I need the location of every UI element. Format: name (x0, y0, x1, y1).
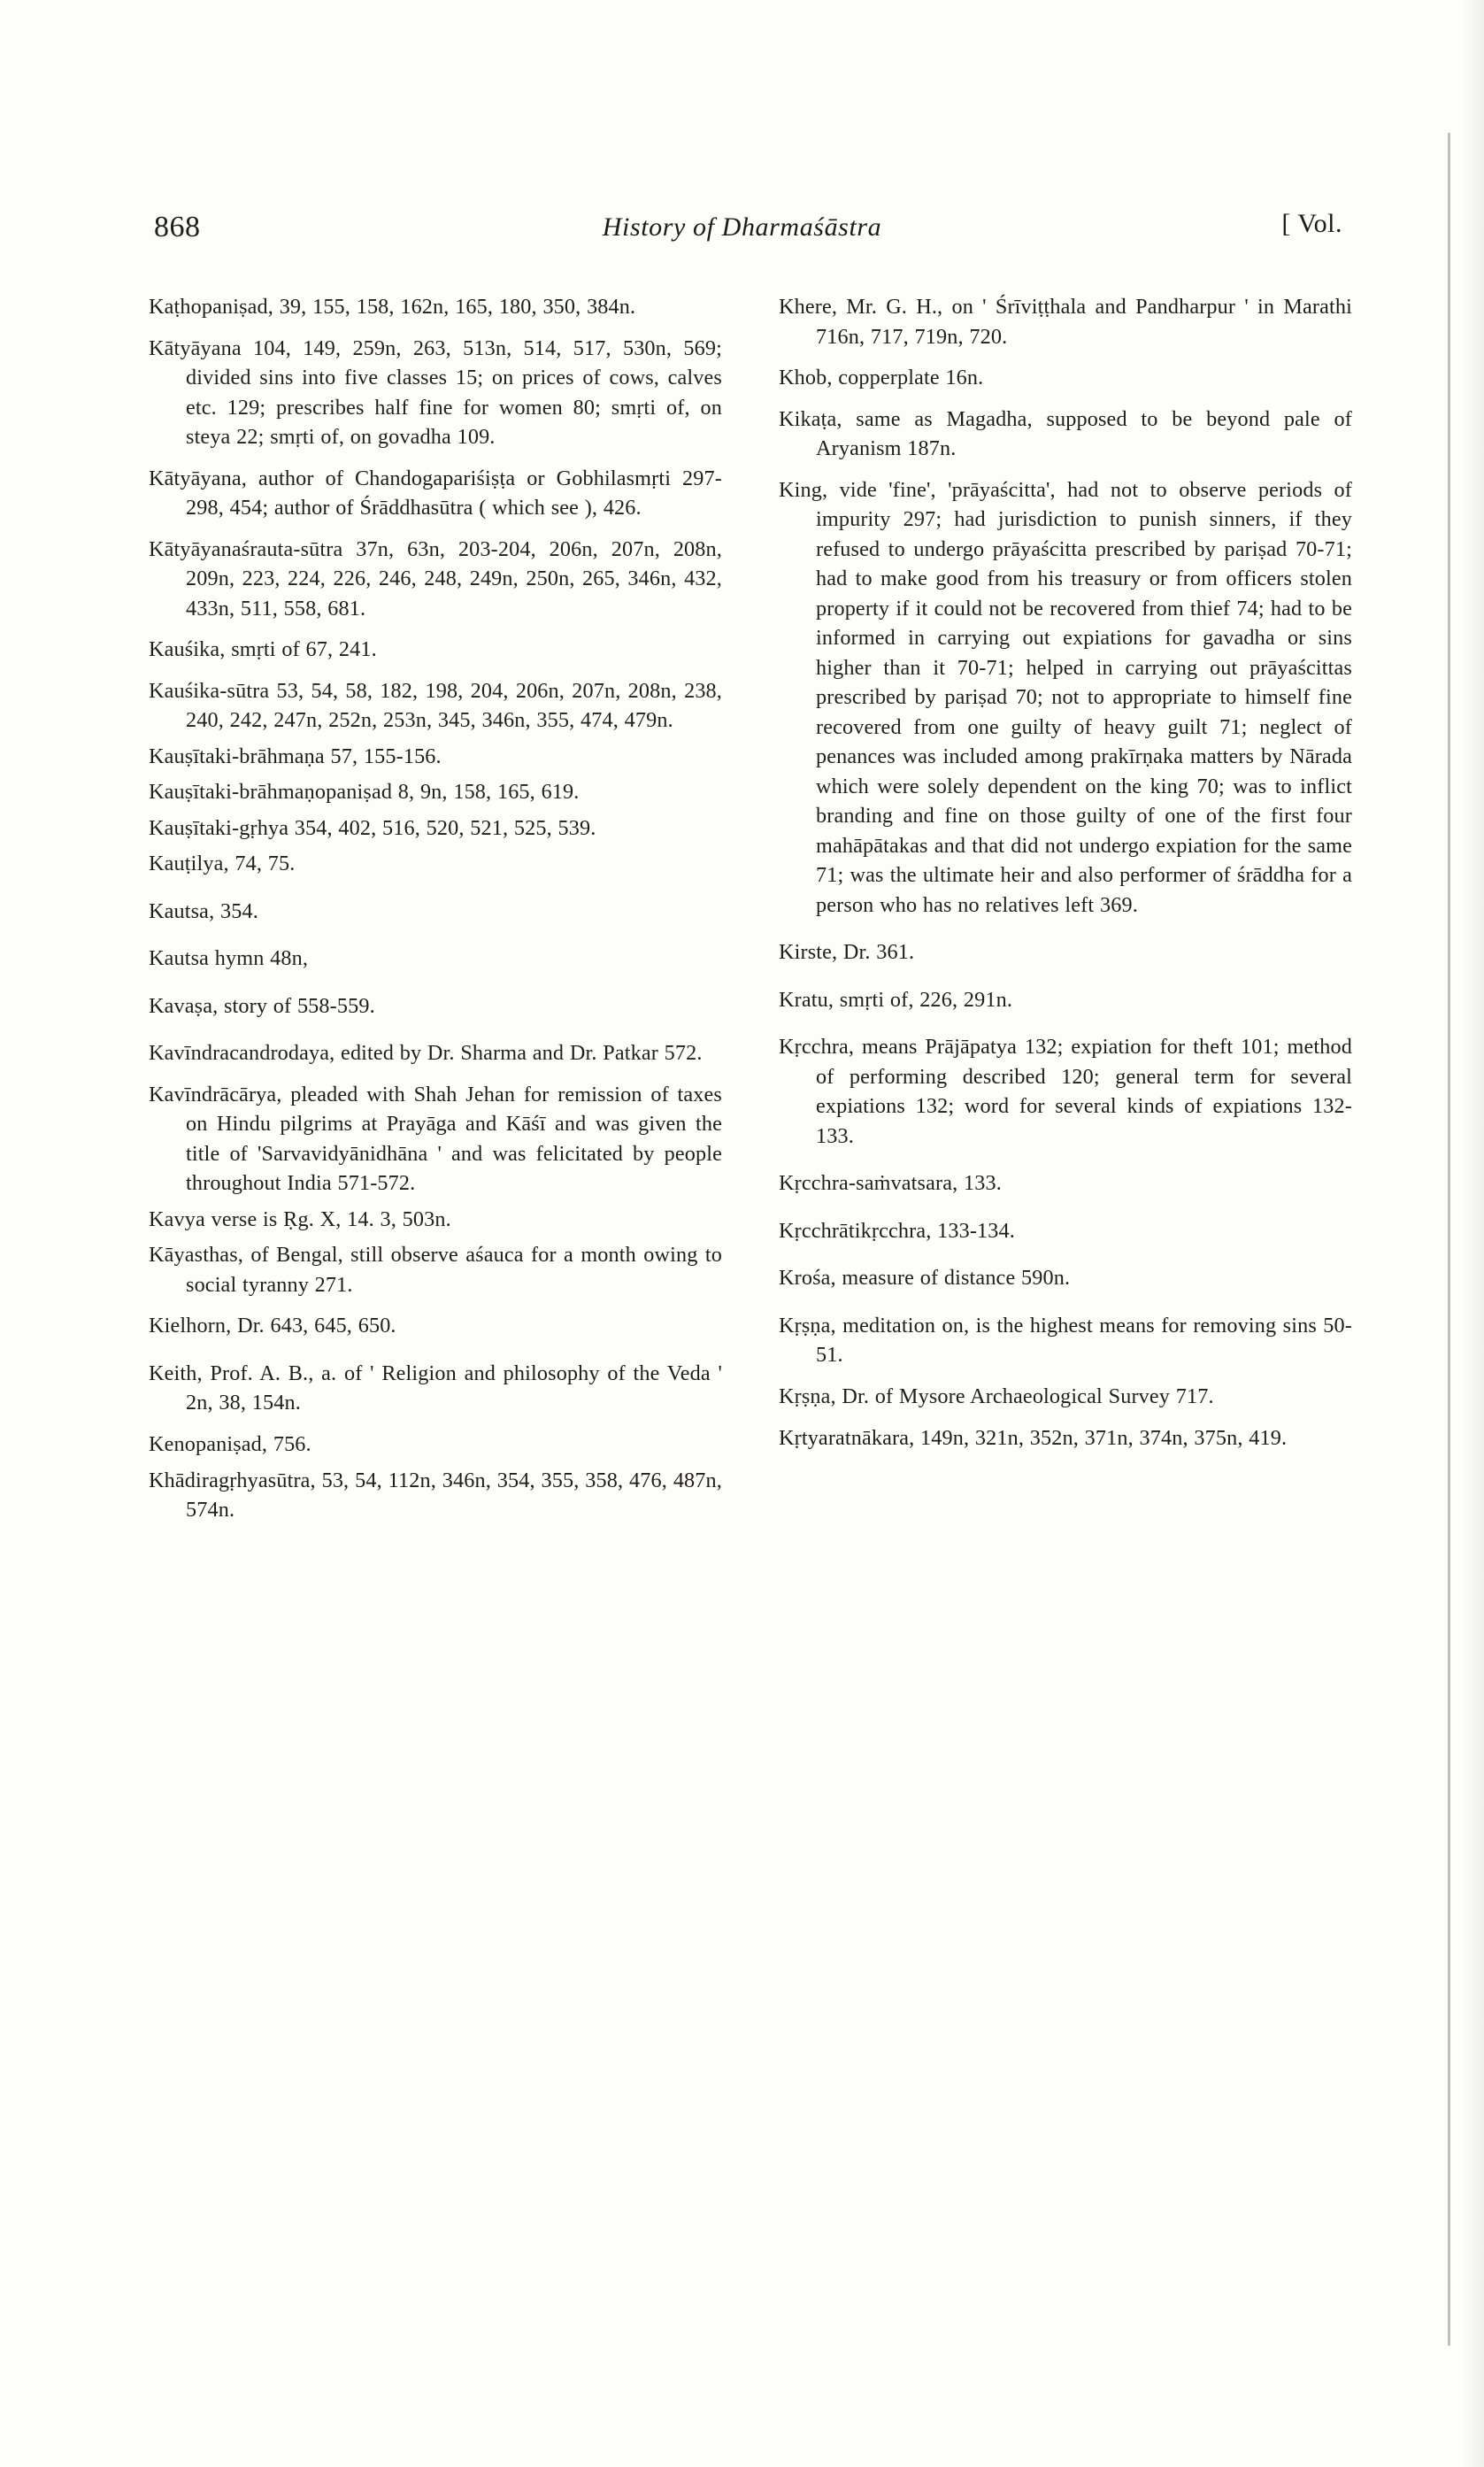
index-entry: Kautsa, 354. (149, 898, 258, 923)
index-entry: Kṛṣṇa, Dr. of Mysore Archaeological Survey 717. (779, 1384, 1214, 1408)
index-entry: Khob, copperplate 16n. (779, 366, 984, 390)
index-entry: Kenopaniṣad, 756. (149, 1431, 311, 1456)
page-number: 868 (154, 211, 201, 243)
index-entry: Kṛṣṇa, meditation on, is the highest means for removing sins 50-51. (779, 1313, 1352, 1368)
index-column-left (149, 292, 722, 1537)
index-entry: Kielhorn, Dr. 643, 645, 650. (149, 1314, 396, 1338)
page-edge-shading (1461, 0, 1484, 2467)
index-entry: Keith, Prof. A. B., a. of ' Religion and philosophy of the Veda ' 2n, 38, 154n. (149, 1361, 722, 1415)
index-entry: Kṛcchra-saṁvatsara, 133. (779, 1171, 1002, 1196)
index-entry: Kātyāyana, author of Chandogapariśiṣṭa or Gobhilasmṛti 297-298, 454; author of Śrāddhasūtra ( which see ), 426. (149, 466, 722, 520)
index-entry: Kātyāyana 104, 149, 259n, 263, 513n, 514, 517, 530n, 569; divided sins into five classes 15; on prices of cows, calves etc. 129; prescribes half fine for women 80; smṛti of, on steya 22; smṛti of, on govadha 109. (149, 335, 722, 450)
page-edge-line (1448, 133, 1450, 2346)
index-entry: Kaṭhopaniṣad, 39, 155, 158, 162n, 165, 180, 350, 384n. (149, 295, 636, 319)
index-entry: Kikaṭa, same as Magadha, supposed to be beyond pale of Aryanism 187n. (779, 406, 1352, 461)
index-entry: Kavīndracandrodaya, edited by Dr. Sharma and Dr. Patkar 572. (149, 1041, 703, 1066)
index-entry: Kauṭilya, 74, 75. (149, 852, 296, 876)
volume-label: [ Vol. (1281, 209, 1342, 238)
index-entry: Kirste, Dr. 361. (779, 940, 915, 965)
index-entry: Kṛtyaratnākara, 149n, 321n, 352n, 371n, 374n, 375n, 419. (779, 1425, 1288, 1450)
index-entry: Krośa, measure of distance 590n. (779, 1266, 1071, 1291)
index-entry: Kauṣītaki-gṛhya 354, 402, 516, 520, 521, 525, 539. (149, 815, 596, 840)
index-entry: Kavīndrācārya, pleaded with Shah Jehan for remission of taxes on Hindu pilgrims at Prayāga and Kāśī and was given the title of 'Sarvavidyānidhāna ' and was felicitated by people throughout India 571-572. (149, 1082, 722, 1196)
index-entry: King, vide 'fine', 'prāyaścitta', had not to observe periods of impurity 297; had jurisdiction to punish sinners, if they refused to undergo prāyaścitta prescribed by pariṣad 70-71; had to make good from his treasury or from officers stolen property if it could not be recovered from thief 74; had to be informed in carrying out expiations for gavadha or sins higher than it 70-71; helped in carrying out prāyaścittas prescribed by pariṣad 70; not to appropriate to himself fine recovered from one guilty of heavy guilt 71; neglect of penances was included among prakīrṇaka matters by Nārada which were solely dependent on the king 70; was to inflict branding and fine on those guilty of one of the first four mahāpātakas and that did not undergo expiation for the same 71; was the ultimate heir and also performer of śrāddha for a person who has no relatives left 369. (779, 477, 1352, 917)
index-entry: Kavya verse is Ṛg. X, 14. 3, 503n. (149, 1207, 451, 1231)
index-entry: Khādiragṛhyasūtra, 53, 54, 112n, 346n, 354, 355, 358, 476, 487n, 574n. (149, 1468, 722, 1523)
index-entry: Kavaṣa, story of 558-559. (149, 993, 375, 1018)
index-entry: Kṛcchra, means Prājāpatya 132; expiation for theft 101; method of performing described 120; general term for several expiations 132; word for several kinds of expiations 132-133. (779, 1035, 1352, 1148)
page-header (133, 211, 1351, 246)
index-entry: Kāyasthas, of Bengal, still observe aśauca for a month owing to social tyranny 271. (149, 1243, 722, 1297)
index-column-right (779, 292, 1352, 1537)
index-entry: Kauṣītaki-brāhmaṇopaniṣad 8, 9n, 158, 165, 619. (149, 780, 580, 805)
index-entry: Kautsa hymn 48n, (149, 946, 309, 971)
index-entry: Kauśika-sūtra 53, 54, 58, 182, 198, 204, 206n, 207n, 208n, 238, 240, 242, 247n, 252n, 253n, 345, 346n, 355, 474, 479n. (149, 678, 722, 733)
index-entry: Kauśika, smṛti of 67, 241. (149, 637, 377, 662)
index-entry: Kratu, smṛti of, 226, 291n. (779, 987, 1013, 1012)
index-entry: Khere, Mr. G. H., on ' Śrīviṭṭhala and Pandharpur ' in Marathi 716n, 717, 719n, 720. (779, 295, 1352, 349)
index-entry: Kṛcchrātikṛcchra, 133-134. (779, 1218, 1015, 1243)
index-entry: Kauṣītaki-brāhmaṇa 57, 155-156. (149, 744, 442, 768)
index-entry: Kātyāyanaśrauta-sūtra 37n, 63n, 203-204, 206n, 207n, 208n, 209n, 223, 224, 226, 246, 248, 249n, 250n, 265, 346n, 432, 433n, 511, 558, 681. (149, 536, 722, 621)
running-title: History of Dharmaśāstra (602, 212, 882, 242)
index-columns (149, 292, 1352, 1537)
